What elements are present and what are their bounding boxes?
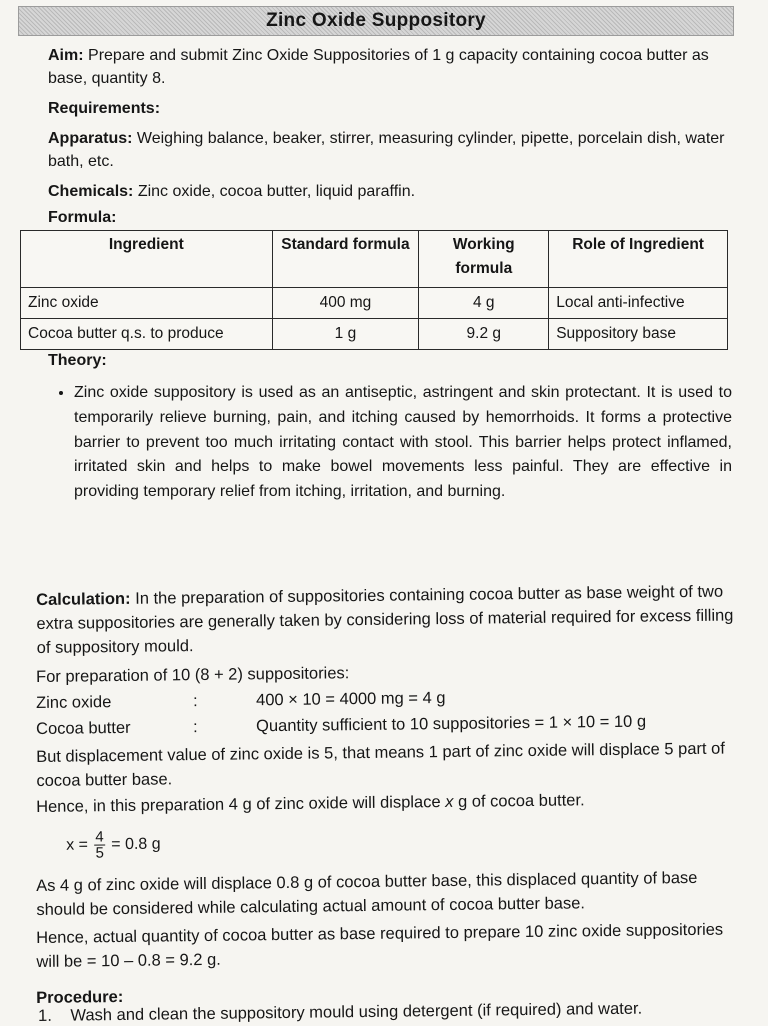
chemicals-label: Chemicals: (48, 183, 134, 200)
page-title: Zinc Oxide Suppository (266, 10, 486, 31)
prep-line-text: For preparation of 10 (8 + 2) suppositories: (36, 664, 350, 686)
apparatus-text: Weighing balance, beaker, stirrer, measuring cylinder, pipette, porcelain dish, water bath, etc. (48, 130, 725, 170)
theory-label: Theory: (48, 352, 107, 369)
zinc-colon: : (192, 692, 198, 711)
calculation-intro-text: In the preparation of suppositories containing cocoa butter as base weight of two extra suppositories are generally taken by considering loss of material required for excess filling of suppository mould. (36, 582, 734, 657)
header-standard-formula: Standard formula (272, 231, 419, 288)
cell-ingredient: Cocoa butter q.s. to produce (21, 319, 273, 350)
theory-section (48, 381, 732, 505)
aim-section (48, 44, 730, 90)
apparatus-label: Apparatus: (48, 130, 133, 147)
title-banner (18, 6, 734, 36)
cell-ingredient: Zinc oxide (21, 288, 273, 319)
theory-heading (48, 349, 730, 372)
formula-table (20, 230, 728, 350)
cell-role: Local anti-infective (549, 288, 728, 319)
cocoa-colon: : (192, 718, 198, 737)
calculation-intro (36, 579, 747, 660)
cell-working: 4 g (419, 288, 549, 319)
equation-fraction (94, 830, 105, 861)
aim-text: Prepare and submit Zinc Oxide Suppositories of 1 g capacity containing cocoa butter as base, quantity 8. (48, 47, 709, 87)
as-text: As 4 g of zinc oxide will displace 0.8 g of cocoa butter base, this displaced quantity of base should be considered while calculating actual amount of cocoa butter base. (36, 868, 698, 919)
chemicals-text: Zinc oxide, cocoa butter, liquid paraffin. (137, 183, 416, 200)
theory-list (48, 381, 732, 505)
hence-variable: x (445, 792, 454, 812)
table-row (21, 288, 728, 319)
equation (66, 829, 161, 861)
cocoa-row (36, 711, 756, 739)
requirements-label: Requirements: (48, 100, 161, 117)
theory-bullet: • Zinc oxide suppository is used as an antiseptic, astringent and skin protectant. It is used to temporarily relieve burning, pain, and itching caused by hemorrhoids. It forms a protective barrier to prevent too much irritating contact with stool. This barrier helps protect inflamed, irritated skin and helps to make bowel movements less painful. They are effective in providing temporary relief from itching, irritation, and burning. (74, 381, 732, 505)
zinc-value: 400 × 10 = 4000 mg = 4 g (255, 688, 446, 710)
header-working-formula: Working formula (419, 231, 549, 288)
requirements-heading (48, 97, 730, 120)
step-number: 1. (38, 1006, 52, 1025)
actual-text: Hence, actual quantity of cocoa butter as base required to prepare 10 zinc oxide suppositories will be = 10 – 0.8 = 9.2 g. (36, 920, 724, 971)
hence-pre: Hence, in this preparation 4 g of zinc oxide will displace (36, 793, 446, 816)
cell-standard: 1 g (272, 319, 419, 350)
formula-label: Formula: (48, 209, 117, 226)
aim-label: Aim: (48, 47, 84, 64)
formula-heading (48, 206, 730, 229)
cocoa-label: Cocoa butter (36, 718, 131, 738)
table-header-row (21, 231, 728, 288)
prep-line (36, 664, 349, 687)
displacement-text: But displacement value of zinc oxide is 5, that means 1 part of zinc oxide will displace 5 part of cocoa butter base. (36, 739, 725, 790)
actual-paragraph (36, 917, 747, 974)
header-ingredient: Ingredient (21, 231, 273, 288)
fraction-numerator: 4 (95, 828, 104, 846)
equation-lhs: x = (66, 836, 89, 854)
step-text: Wash and clean the suppository mould using detergent (if required) and water. (70, 999, 643, 1025)
calculation-label: Calculation: (36, 589, 131, 609)
chemicals-section (48, 180, 730, 203)
header-role: Role of Ingredient (549, 231, 728, 288)
apparatus-section (48, 127, 730, 173)
hence-post: g of cocoa butter. (453, 791, 585, 811)
displacement-paragraph (36, 736, 747, 793)
table-row (21, 319, 728, 350)
equation-rhs: = 0.8 g (111, 835, 161, 854)
zinc-label: Zinc oxide (36, 693, 112, 712)
cell-standard: 400 mg (272, 288, 419, 319)
fraction-denominator: 5 (95, 844, 104, 862)
cocoa-value: Quantity sufficient to 10 suppositories = 1 × 10 = 10 g (255, 712, 647, 736)
cell-working: 9.2 g (419, 319, 549, 350)
as-paragraph (36, 865, 747, 922)
zinc-row (36, 685, 756, 713)
cell-role: Suppository base (549, 319, 728, 350)
procedure-label: Procedure: (36, 987, 124, 1007)
